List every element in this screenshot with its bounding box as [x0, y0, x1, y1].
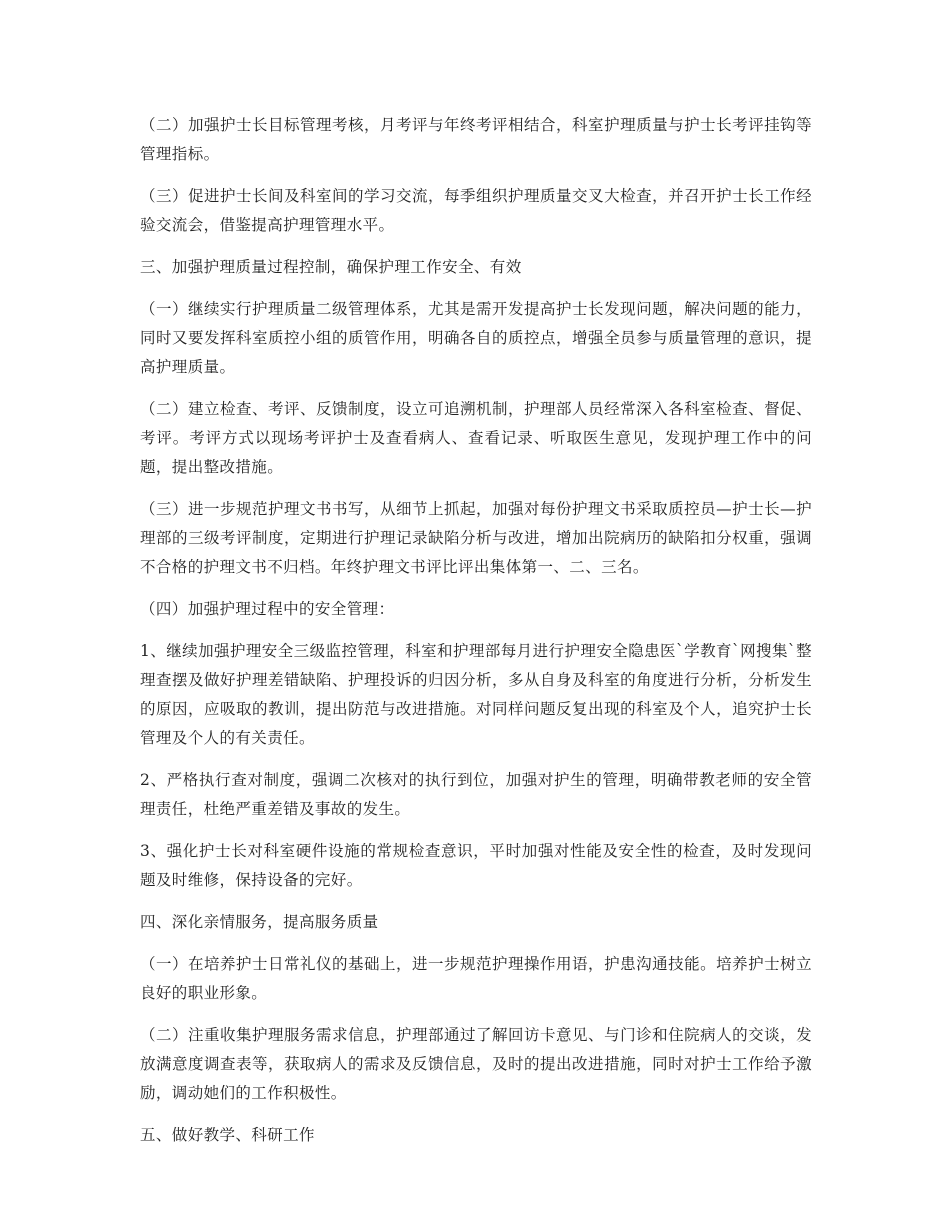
- list-item-1: 1、继续加强护理安全三级监控管理，科室和护理部每月进行护理安全隐患医`学教育`网搜集`整理查摆及做好护理差错缺陷、护理投诉的归因分析，多从自身及科室的角度进行分析，分析发生的原因，应吸取的教训，提出防范与改进措施。对同样问题反复出现的科室及个人，追究护士长管理及个人的有关责任。: [140, 642, 812, 747]
- paragraph-strengthen-head-nurse-assessment: （二）加强护士长目标管理考核，月考评与年终考评相结合，科室护理质量与护士长考评挂钩等管理指标。: [140, 116, 812, 163]
- section-heading-5: 五、做好教学、科研工作: [140, 1126, 315, 1144]
- paragraph-etiquette: （一）在培养护士日常礼仪的基础上，进一步规范护理操作用语，护患沟通技能。培养护士树立良好的职业形象。: [140, 955, 812, 1002]
- paragraph-two-level-management: （一）继续实行护理质量二级管理体系，尤其是需开发提高护士长发现问题，解决问题的能力，同时又要发挥科室质控小组的质管作用，明确各自的质控点，增强全员参与质量管理的意识，提高护理质量。: [140, 300, 812, 376]
- list-item-2: 2、严格执行查对制度，强调二次核对的执行到位，加强对护生的管理，明确带教老师的安全管理责任，杜绝严重差错及事故的发生。: [140, 771, 812, 818]
- section-heading-3: 三、加强护理质量过程控制，确保护理工作安全、有效: [140, 258, 522, 276]
- paragraph-safety-management-title: （四）加强护理过程中的安全管理：: [140, 600, 395, 618]
- paragraph-service-feedback: （二）注重收集护理服务需求信息，护理部通过了解回访卡意见、与门诊和住院病人的交谈，发放满意度调查表等，获取病人的需求及反馈信息，及时的提出改进措施，同时对护士工作给予激励，调动她们的工作积极性。: [140, 1026, 812, 1102]
- list-item-3: 3、强化护士长对科室硬件设施的常规检查意识，平时加强对性能及安全性的检查，及时发现问题及时维修，保持设备的完好。: [140, 842, 812, 889]
- document-body: [140, 111, 812, 1163]
- section-heading-4: 四、深化亲情服务，提高服务质量: [140, 913, 379, 931]
- paragraph-inspection-feedback: （二）建立检查、考评、反馈制度，设立可追溯机制，护理部人员经常深入各科室检查、督促、考评。考评方式以现场考评护士及查看病人、查看记录、听取医生意见，发现护理工作中的问题，提出整改措施。: [140, 400, 812, 476]
- paragraph-promote-exchange: （三）促进护士长间及科室间的学习交流，每季组织护理质量交叉大检查，并召开护士长工作经验交流会，借鉴提高护理管理水平。: [140, 187, 812, 234]
- paragraph-nursing-documents: （三）进一步规范护理文书书写，从细节上抓起，加强对每份护理文书采取质控员—护士长—护理部的三级考评制度，定期进行护理记录缺陷分析与改进，增加出院病历的缺陷扣分权重，强调不合格的护理文书不归档。年终护理文书评比评出集体第一、二、三名。: [140, 500, 812, 576]
